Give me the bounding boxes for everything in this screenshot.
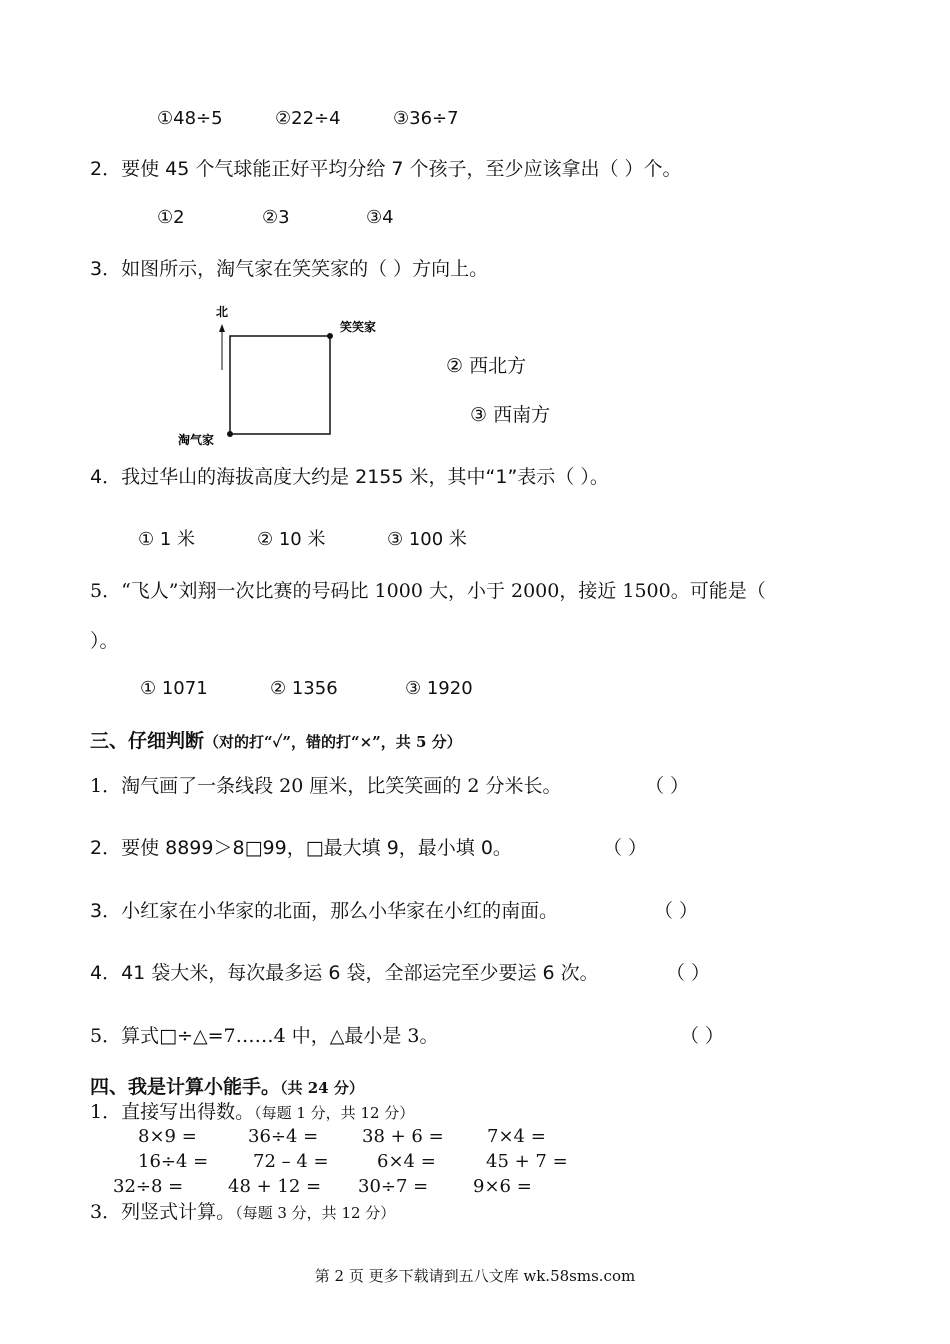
q4-option-1: ① 1 米: [138, 529, 196, 550]
calc-r3-c4: 9×6 =: [473, 1176, 532, 1197]
section4-heading: [90, 1075, 364, 1100]
q1-option-2: ②22÷4: [275, 108, 341, 129]
judge-bracket-1[interactable]: （ ）: [645, 775, 690, 797]
taoqi-home-label: 淘气家: [178, 433, 215, 447]
calc-r2-c2: 72 – 4 =: [253, 1151, 329, 1172]
calc-r1-c3: 38 + 6 =: [362, 1126, 444, 1147]
calc-part1-note: （每题 1 分，共 12 分）: [254, 1104, 415, 1122]
calc-part1-heading: [90, 1100, 414, 1125]
judge-item-2: 2．要使 8899＞8□99，□最大填 9，最小填 0。: [90, 837, 512, 859]
judge-item-1: 1．淘气画了一条线段 20 厘米，比笑笑画的 2 分米长。: [90, 775, 562, 797]
page-footer: 第 2 页 更多下载请到五八文库 wk.58sms.com: [314, 1267, 636, 1285]
judge-bracket-5[interactable]: （ ）: [680, 1025, 725, 1047]
calc-r3-c3: 30÷7 =: [358, 1176, 429, 1197]
q4-option-2: ② 10 米: [257, 529, 326, 550]
judge-item-3: 3．小红家在小华家的北面，那么小华家在小红的南面。: [90, 900, 559, 922]
section3-title: 三、仔细判断: [90, 730, 205, 752]
calc-r1-c4: 7×4 =: [487, 1126, 546, 1147]
taoqi-home-dot: [227, 431, 233, 437]
north-label: 北: [216, 305, 229, 319]
q1-option-1: ①48÷5: [157, 108, 223, 129]
q3-option-2: ② 西北方: [446, 355, 527, 377]
calc-part3-label: 3．列竖式计算。: [90, 1201, 236, 1223]
judge-bracket-4[interactable]: （ ）: [666, 962, 711, 984]
q3-option-3: ③ 西南方: [470, 404, 551, 426]
judge-item-4: 4．41 袋大米，每次最多运 6 袋，全部运完至少要运 6 次。: [90, 962, 599, 984]
calc-part1-label: 1．直接写出得数。: [90, 1101, 255, 1123]
calc-r3-c2: 48 + 12 =: [228, 1176, 322, 1197]
q4-option-3: ③ 100 米: [387, 529, 467, 550]
calc-r2-c4: 45 + 7 =: [486, 1151, 568, 1172]
q2-option-1: ①2: [157, 207, 185, 228]
xiaoxiao-home-label: 笑笑家: [340, 320, 377, 334]
calc-r1-c2: 36÷4 =: [248, 1126, 319, 1147]
q2-option-3: ③4: [366, 207, 394, 228]
xiaoxiao-home-dot: [327, 333, 333, 339]
calc-part3-note: （每题 3 分，共 12 分）: [235, 1204, 396, 1222]
q4-text: 4．我过华山的海拔高度大约是 2155 米，其中“1”表示（ ）。: [90, 466, 609, 488]
q3-text: 3．如图所示，淘气家在笑笑家的（ ）方向上。: [90, 258, 489, 280]
q1-option-3: ③36÷7: [393, 108, 459, 129]
calc-r1-c1: 8×9 =: [138, 1126, 197, 1147]
q5-text-line2: ）。: [90, 630, 119, 652]
q5-option-2: ② 1356: [270, 678, 338, 699]
q2-option-2: ②3: [262, 207, 290, 228]
section4-subtitle: （共 24 分）: [280, 1079, 364, 1097]
route-square: [230, 336, 330, 434]
calc-r2-c3: 6×4 =: [377, 1151, 436, 1172]
direction-diagram: [170, 300, 430, 455]
judge-bracket-2[interactable]: （ ）: [603, 837, 648, 859]
q5-text-line1: 5．“飞人”刘翔一次比赛的号码比 1000 大，小于 2000，接近 1500。可能是（: [90, 580, 766, 602]
section4-title: 四、我是计算小能手。: [90, 1076, 281, 1098]
q2-text: 2．要使 45 个气球能正好平均分给 7 个孩子，至少应该拿出（ ）个。: [90, 158, 682, 180]
q5-option-1: ① 1071: [140, 678, 208, 699]
calc-part3-heading: [90, 1200, 395, 1225]
judge-item-5: 5．算式□÷△=7……4 中，△最小是 3。: [90, 1025, 439, 1047]
north-arrow-head: [219, 324, 225, 332]
calc-r2-c1: 16÷4 =: [138, 1151, 209, 1172]
judge-bracket-3[interactable]: （ ）: [654, 900, 699, 922]
section3-subtitle: （对的打“✓”，错的打“×”，共 5 分）: [204, 733, 462, 751]
section3-heading: [90, 729, 462, 754]
calc-r3-c1: 32÷8 =: [113, 1176, 184, 1197]
q5-option-3: ③ 1920: [405, 678, 473, 699]
